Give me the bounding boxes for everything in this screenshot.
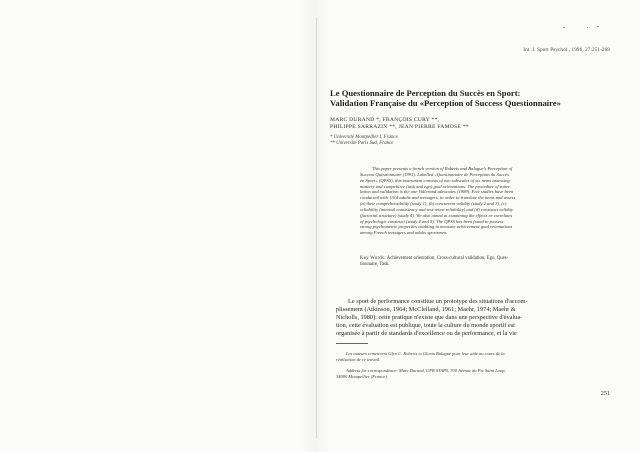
abstract-line: among French teenagers and adults sportsmen. [360,230,448,236]
footnote-line: réalisation de ce travail. [336,357,381,363]
abstract-line: lation and validation is the one Vallerand advocates (1989). Five studies have been [360,189,514,195]
body-line: tion, cette évaluation est publique, toute la culture du monde sportif est [336,322,515,330]
body-line: organisée à partir de standards d'excellence ou de performance, et la vie [336,330,517,338]
author-line: MARC DURAND *, FRANÇOIS CURY **, [330,117,440,123]
footnote-line: Les auteurs remercient Glyn C. Roberts et Gloria Balague pour leur aide au cours de la [346,351,505,356]
keywords [360,256,608,268]
body-text [336,298,610,338]
abstract-line: strong psychometric properties enabling to measure achievement goal orientations [360,224,513,230]
footnotes [336,351,610,380]
body-line: Nicholls, 1980): cette pratique n'existe que dans une perspective d'évalua- [336,314,523,322]
footnote-line: Address for correspondence: Marc Durand, UFR STAPS, 700 Avenue du Pic Saint Loup, [346,368,506,374]
abstract-line: (a) their comprehensibility (study 1), (b) concurrent validity (study 2 and 3), (c) [360,201,507,207]
right-page [330,0,610,452]
abstract-line: conducted with 1314 adults and teenagers, in order to translate the items and assess [360,195,516,201]
page-gutter [316,18,317,438]
affiliation-line: ** Université Paris Sud, France [330,141,394,146]
abstract-line: (factorial structure) (study 4). We also aimed at examining the effects or correlates [360,212,513,218]
abstract [360,166,608,236]
title-line: Validation Française du «Perception of Success Questionnaire» [330,98,561,108]
keywords-label: Key Words: [360,256,386,261]
abstract-line: mastery and competitive (task and ego) goal orientations. The procedure of trans- [360,183,511,189]
body-line: Le sport de performance constitue un prototype des situations d'accom- [348,298,528,305]
footnote-rule [336,343,368,344]
author-list [330,117,469,131]
page-number: 251 [600,390,610,397]
body-line: plissement (Atkinson, 1964; McClelland, 1961; Maehr, 1974; Maehr & [336,306,516,314]
abstract-line: reliability (internal consistency and test-retest reliability) and (d) construct validity [360,206,513,212]
abstract-line: Success Questionnaire (1991). Labelled «Questionnaire de Perception du Succès [360,171,509,177]
title-line: Le Questionnaire de Perception du Succès en Sport: [330,88,521,98]
affiliations [330,135,398,147]
paper-title [330,88,610,108]
gutter-shadow [300,0,330,452]
author-line: PHILIPPE SARRAZIN **, JEAN PIERRE FAMOSE ** [330,124,469,130]
abstract-line: This paper presents a french version of Roberts and Balague's Perception of [372,166,513,171]
abstract-line: en Sport» (QPSS), this instrument consists of two subscales of six items assessing [360,177,510,183]
abstract-line: of psychologic construct (study 4 and 5). The QPSS has been found to possess [360,218,504,224]
footnote-line: 34090 Montpellier (France). [336,374,388,380]
affiliation-line: * Université Montpellier I, France [330,135,398,140]
keywords-text: Achievement orientation, Cross-cultural validation, Ego, Ques- [386,256,509,261]
keywords-line: tionnaire, Task. [360,262,390,268]
journal-reference: Int. J. Sport Psychol., 1996, 27:251-268 [523,47,610,53]
